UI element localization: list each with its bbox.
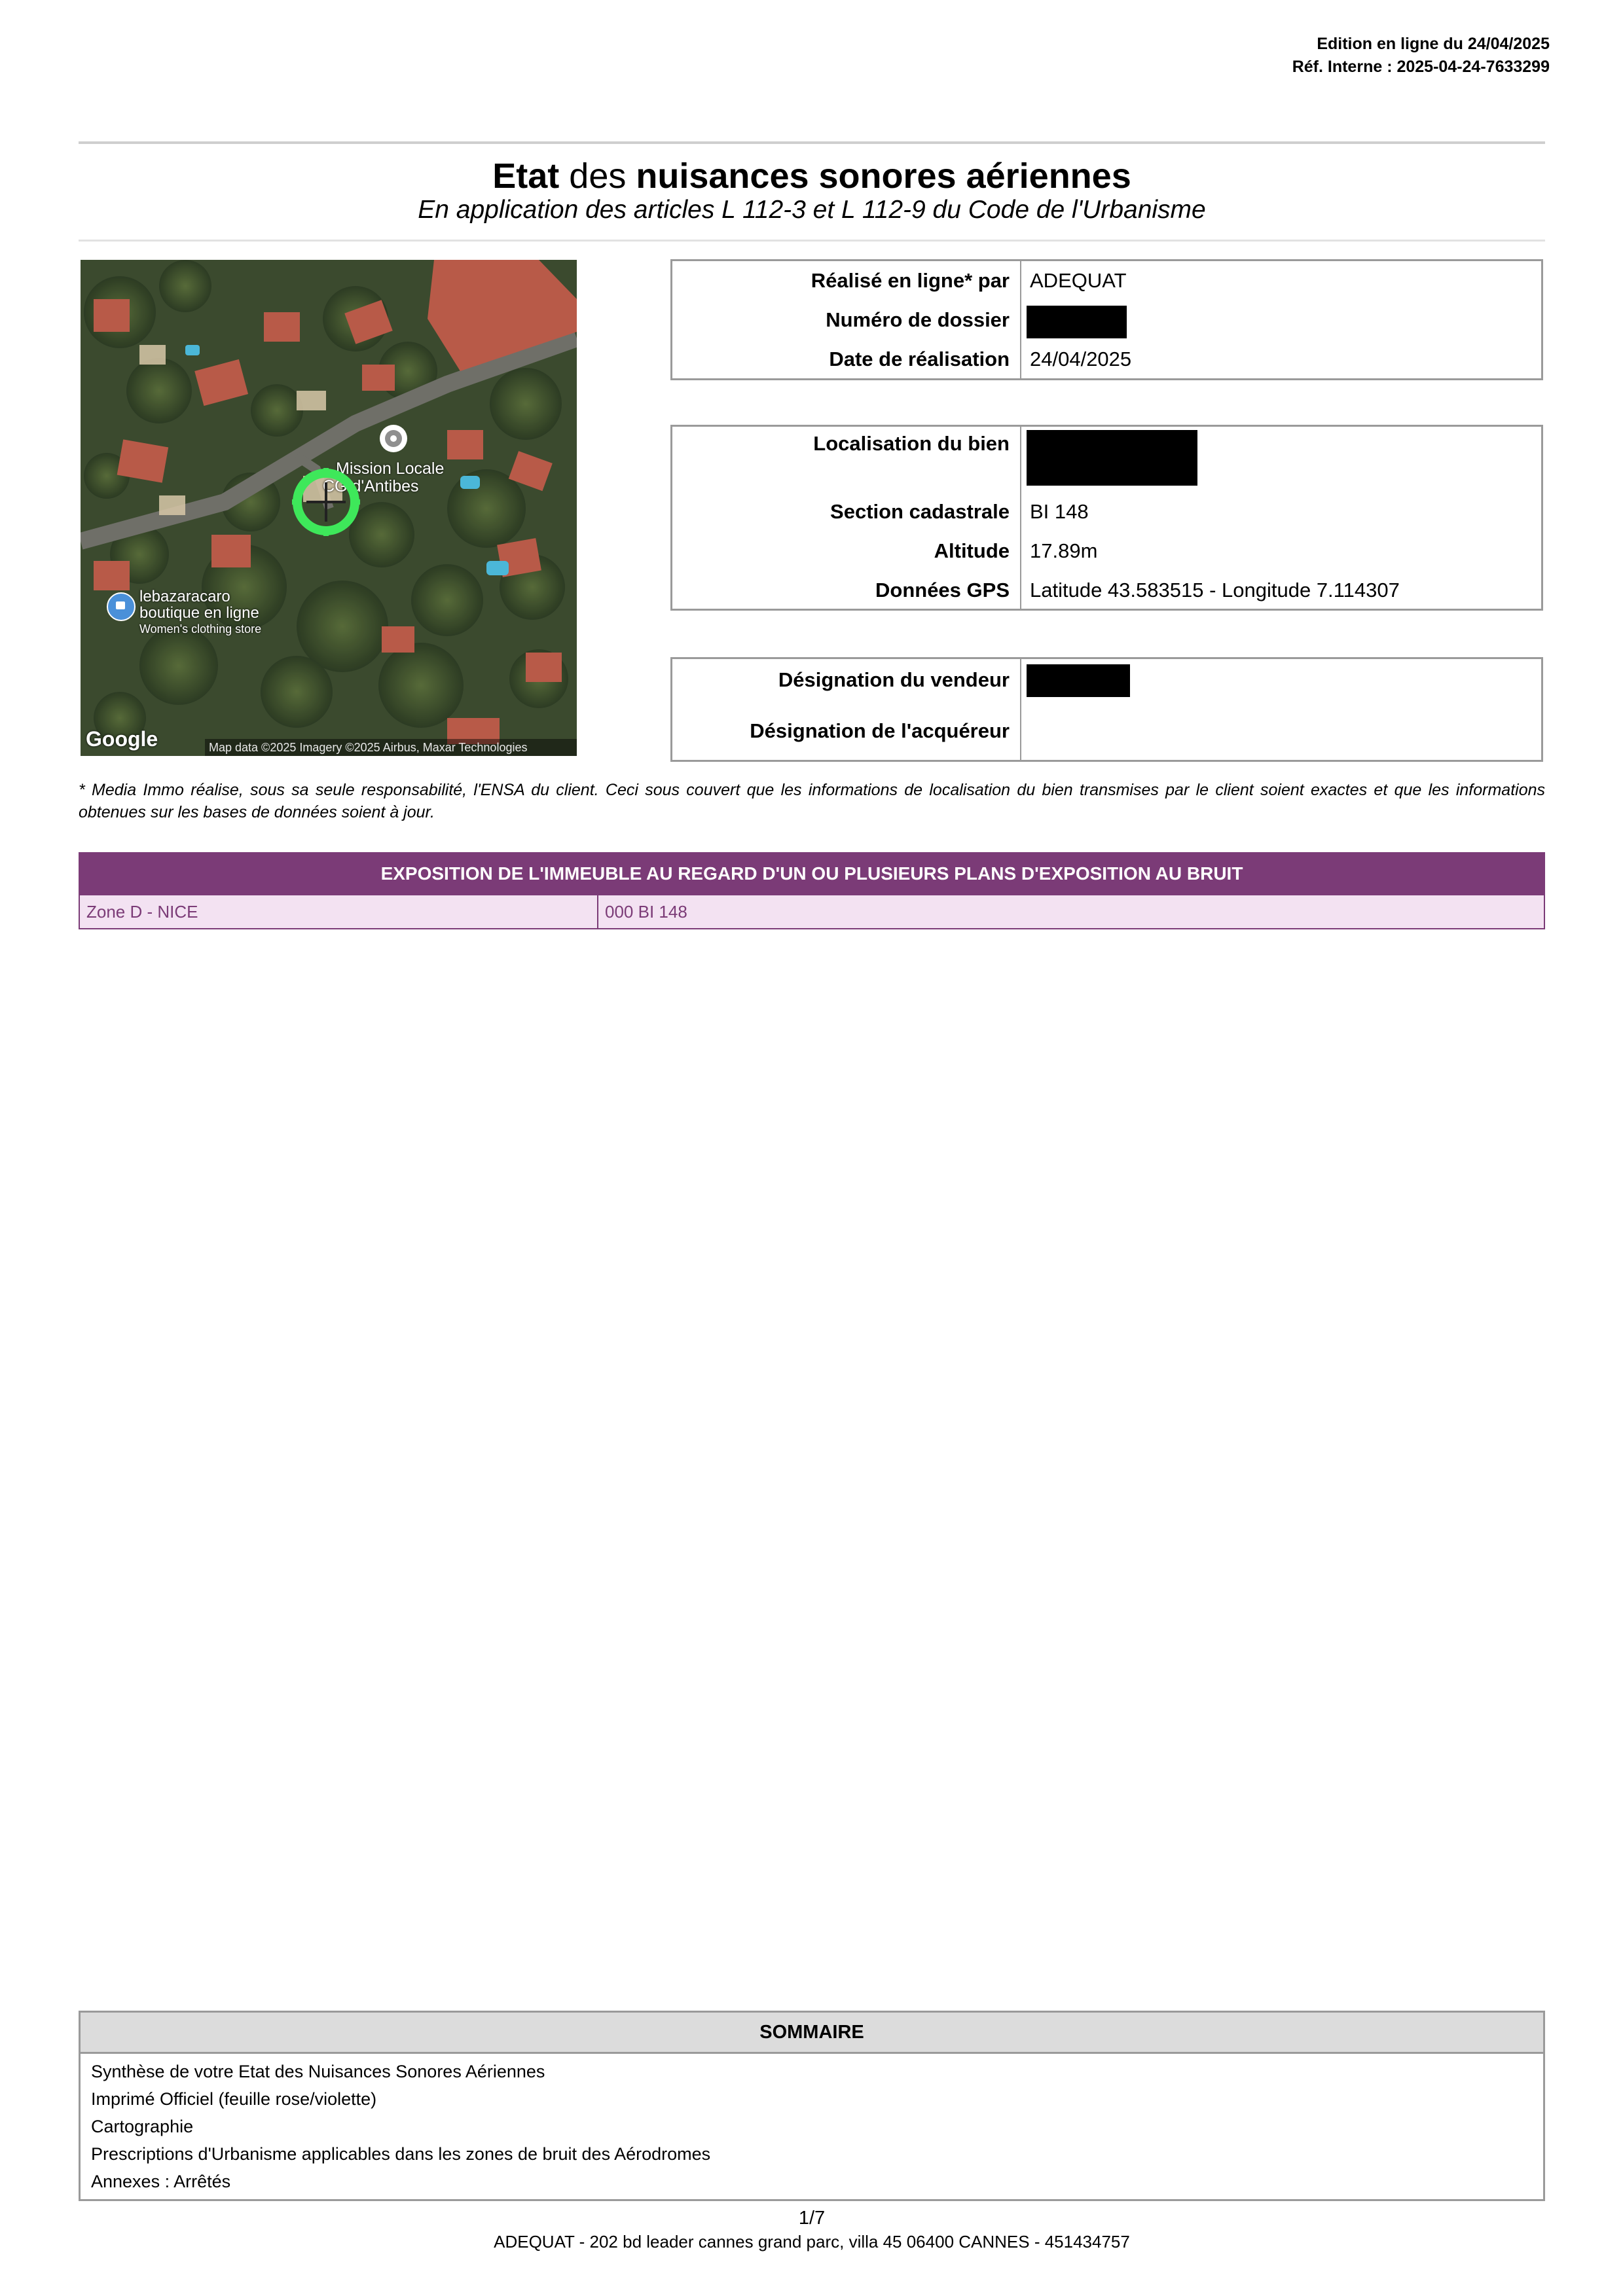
page-subtitle: En application des articles L 112-3 et L 112-9 du Code de l'Urbanisme	[418, 196, 1206, 224]
page-title	[79, 154, 1545, 198]
list-item: Imprimé Officiel (feuille rose/violette)	[91, 2089, 377, 2109]
section-label: Section cadastrale	[830, 500, 1010, 523]
altitude-value: 17.89m	[1030, 539, 1098, 562]
date-label: Date de réalisation	[829, 348, 1010, 370]
title-word-1: Etat	[492, 156, 560, 196]
list-item: Cartographie	[91, 2117, 194, 2136]
redacted-address	[1027, 430, 1197, 486]
altitude-label: Altitude	[934, 539, 1010, 562]
map-poi-name-2: lebazaracaro	[139, 588, 230, 605]
column-divider	[1020, 659, 1021, 760]
zone-cell: Zone D - NICE	[86, 902, 198, 922]
map-credit: Map data ©2025 Imagery ©2025 Airbus, Maxar Technologies	[205, 739, 577, 756]
map-poi-type-2: Women's clothing store	[139, 622, 262, 636]
info-table-parties	[670, 657, 1543, 762]
sommaire-table	[79, 2011, 1545, 2201]
internal-reference: Réf. Interne : 2025-04-24-7633299	[1292, 58, 1550, 76]
title-word-3: nuisances sonores aériennes	[636, 156, 1131, 196]
map-poi-label-2	[139, 588, 261, 637]
info-table-localisation	[670, 425, 1543, 611]
vendeur-label: Désignation du vendeur	[778, 668, 1010, 691]
bottom-rule	[79, 240, 1545, 242]
map-pin-icon	[380, 425, 407, 452]
map-poi-name-2b: boutique en ligne	[139, 604, 259, 622]
top-rule	[79, 141, 1545, 144]
table-row	[80, 894, 1544, 928]
list-item: Synthèse de votre Etat des Nuisances Sonores Aériennes	[91, 2062, 545, 2081]
location-marker	[292, 468, 360, 536]
gps-label: Données GPS	[875, 579, 1010, 601]
title-word-2: des	[569, 156, 627, 196]
parcel-cell: 000 BI 148	[597, 895, 687, 928]
satellite-map	[81, 260, 577, 756]
localisation-label: Localisation du bien	[813, 432, 1010, 455]
column-divider	[1020, 427, 1021, 609]
info-table-dossier	[670, 259, 1543, 380]
realise-value: ADEQUAT	[1030, 269, 1127, 292]
list-item: Annexes : Arrêtés	[91, 2172, 231, 2191]
footer-address: ADEQUAT - 202 bd leader cannes grand parc, villa 45 06400 CANNES - 451434757	[494, 2232, 1130, 2251]
redacted-dossier	[1027, 306, 1127, 338]
google-logo: Google	[86, 727, 158, 751]
gps-value: Latitude 43.583515 - Longitude 7.114307	[1030, 579, 1400, 601]
dossier-label: Numéro de dossier	[826, 308, 1010, 331]
map-poi-name-1b: CG d'Antibes	[323, 477, 419, 495]
exposition-heading: EXPOSITION DE L'IMMEUBLE AU REGARD D'UN OU PLUSIEURS PLANS D'EXPOSITION AU BRUIT	[80, 853, 1544, 894]
section-value: BI 148	[1030, 500, 1089, 523]
realise-label: Réalisé en ligne* par	[811, 269, 1010, 292]
footnote: * Media Immo réalise, sous sa seule responsabilité, l'ENSA du client. Ceci sous couvert que les informations de localisation du bien transmises par le client soient exactes et que les informations obtenues sur les bases de données soient à jour.	[79, 781, 1545, 821]
page-number: 1/7	[798, 2208, 826, 2229]
edition-header	[1292, 33, 1550, 79]
edition-date: Edition en ligne du 24/04/2025	[1317, 35, 1550, 53]
list-item: Prescriptions d'Urbanisme applicables dans les zones de bruit des Aérodromes	[91, 2144, 711, 2164]
map-poi-name-1: Mission Locale	[336, 459, 445, 478]
column-divider	[1020, 261, 1021, 378]
sommaire-heading: SOMMAIRE	[81, 2013, 1543, 2054]
date-value: 24/04/2025	[1030, 348, 1132, 370]
acquereur-label: Désignation de l'acquéreur	[750, 719, 1010, 742]
redacted-vendeur	[1027, 664, 1130, 697]
exposition-table	[79, 852, 1545, 929]
shopping-bag-icon	[107, 592, 136, 621]
